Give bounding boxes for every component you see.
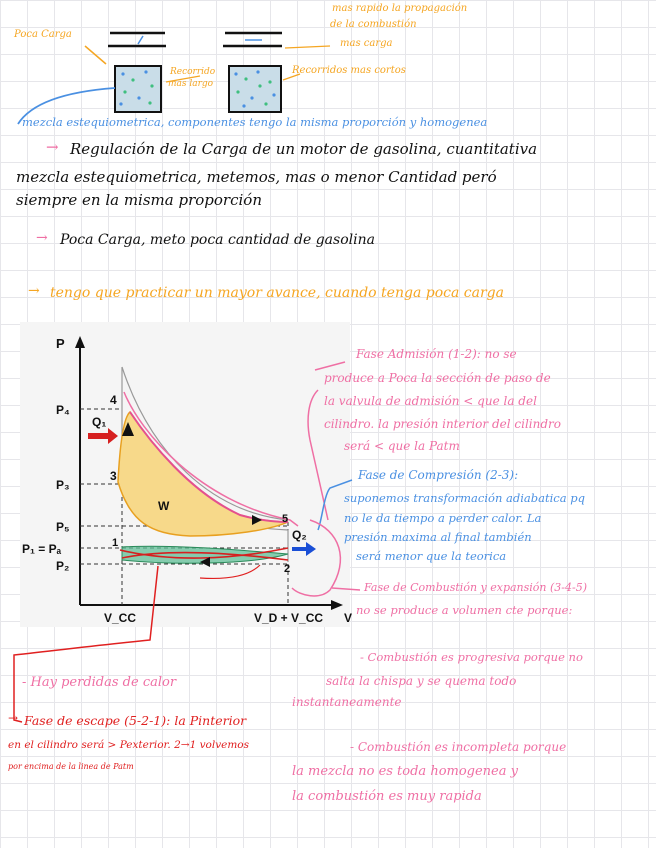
body-line-2: mezcla estequiometrica, metemos, mas o menor Cantidad peró bbox=[16, 168, 497, 186]
label-pt2: 2 bbox=[284, 563, 291, 575]
note-compresion-3: no le da tiempo a perder calor. La bbox=[344, 511, 542, 525]
note-combustion-2: no se produce a volumen cte porque: bbox=[356, 603, 573, 617]
arrow-2: → bbox=[36, 230, 48, 246]
note-compresion-5: será menor que la teorica bbox=[356, 549, 507, 563]
label-vd-vcc: V_D + V_CC bbox=[254, 611, 324, 625]
label-q1: Q₁ bbox=[92, 415, 107, 429]
label-p-axis: P bbox=[56, 336, 65, 351]
note-escape-1: Fase de escape (5-2-1): la Pinterior bbox=[24, 713, 247, 728]
body-line-3: siempre en la misma proporción bbox=[16, 191, 262, 209]
note-incompleta-1: - Combustión es incompleta porque bbox=[350, 740, 567, 754]
label-p5: P₅ bbox=[56, 520, 70, 534]
label-p4: P₄ bbox=[56, 403, 70, 417]
label-q2: Q₂ bbox=[292, 528, 307, 542]
label-p1pa: P₁ = Pₐ bbox=[22, 542, 62, 556]
label-p2: P₂ bbox=[56, 559, 70, 573]
note-mas-carga: mas carga bbox=[340, 38, 393, 49]
note-mas-rapido-2: de la combustión bbox=[330, 19, 417, 30]
arrow-escape: → bbox=[8, 711, 19, 725]
note-progresiva-2: salta la chispa y se quema todo bbox=[326, 674, 517, 688]
note-recorrido-1: Recorrido bbox=[170, 67, 216, 77]
note-admision-2: produce a Poca la sección de paso de bbox=[324, 371, 551, 385]
label-pt1: 1 bbox=[112, 537, 119, 549]
label-vcc: V_CC bbox=[104, 611, 137, 625]
label-pt4: 4 bbox=[110, 393, 117, 407]
note-escape-2: en el cilindro será > Pexterior. 2→1 volvemos bbox=[8, 739, 250, 751]
note-incompleta-3: la combustión es muy rapida bbox=[292, 789, 482, 804]
note-recorridos-cortos: Recorridos mas cortos bbox=[292, 65, 406, 76]
cylinder-left bbox=[115, 66, 161, 112]
note-admision-5: será < que la Patm bbox=[344, 439, 460, 453]
note-progresiva-1: - Combustión es progresiva porque no bbox=[360, 650, 583, 664]
arrow-3: → bbox=[28, 283, 40, 299]
note-poca-carga: Poca Carga bbox=[14, 29, 72, 40]
label-w: W bbox=[158, 499, 170, 513]
arrow-1: → bbox=[46, 138, 59, 156]
note-mas-rapido-1: mas rapido la propagación bbox=[332, 3, 468, 14]
body-poca-carga: Poca Carga, meto poca cantidad de gasolina bbox=[60, 232, 375, 248]
note-recorrido-2: mas largo bbox=[168, 79, 214, 89]
note-compresion-1: Fase de Compresión (2-3): bbox=[358, 468, 519, 482]
note-compresion-2: suponemos transformación adiabatica pq bbox=[344, 491, 585, 505]
note-escape-3: por encima de la linea de Patm bbox=[8, 762, 134, 771]
note-mezcla: mezcla estequiometrica, componentes tengo la misma proporción y homogenea bbox=[22, 115, 488, 129]
label-v-axis: V bbox=[344, 611, 353, 625]
pv-diagram bbox=[0, 322, 360, 632]
note-combustion-1: Fase de Combustión y expansión (3-4-5) bbox=[364, 581, 588, 594]
label-p3: P₃ bbox=[56, 478, 70, 492]
note-admision-1: Fase Admisión (1-2): no se bbox=[356, 347, 517, 361]
note-perdidas: - Hay perdidas de calor bbox=[22, 675, 177, 690]
body-avance: tengo que practicar un mayor avance, cuando tenga poca carga bbox=[50, 285, 504, 301]
cylinder-right bbox=[229, 66, 281, 112]
note-compresion-4: presión maxima al final también bbox=[344, 530, 532, 544]
label-pt3: 3 bbox=[110, 469, 117, 483]
body-line-1: Regulación de la Carga de un motor de gasolina, cuantitativa bbox=[70, 140, 538, 158]
note-incompleta-2: la mezcla no es toda homogenea y bbox=[292, 764, 518, 779]
note-admision-3: la valvula de admisión < que la del bbox=[324, 394, 537, 408]
note-admision-4: cilindro. la presión interior del cilindro bbox=[324, 417, 561, 431]
label-pt5: 5 bbox=[282, 513, 289, 525]
note-progresiva-3: instantaneamente bbox=[292, 695, 402, 709]
